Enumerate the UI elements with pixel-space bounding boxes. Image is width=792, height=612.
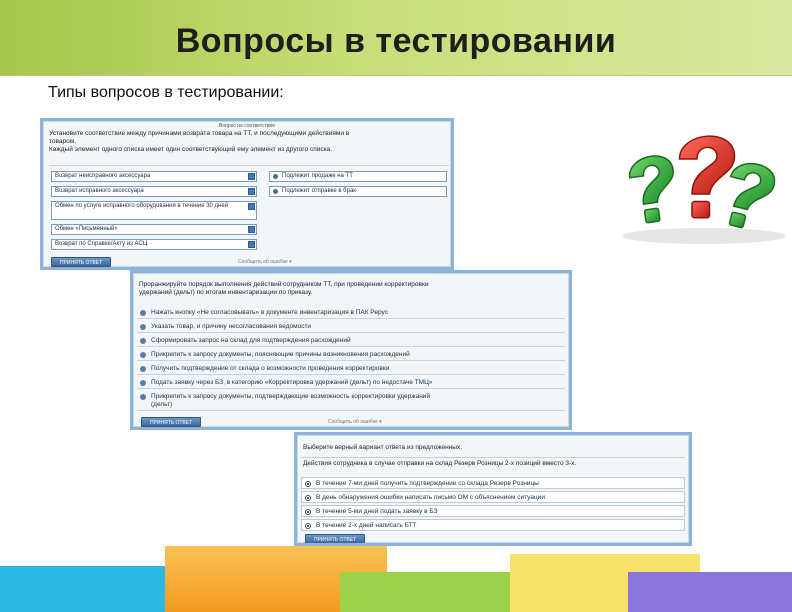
- item-label: Подлежит продаже на ТТ: [282, 173, 353, 179]
- instruction-line: товаром.: [49, 138, 77, 145]
- item-label: Получить подтверждение от склада о возможности проведения корректировки: [151, 365, 390, 372]
- item-label: Обмен по услуге исправного оборудования в течение 30 дней: [55, 203, 229, 209]
- drag-handle-icon[interactable]: [140, 366, 146, 372]
- item-label: Нажать кнопку «Не согласовывать» в документе инвентаризация в ПАК Рерус: [151, 309, 388, 316]
- question-instruction: Выберите верный вариант ответа из предложенных.: [303, 444, 463, 451]
- ordering-item[interactable]: [137, 321, 565, 333]
- divider: [301, 457, 685, 458]
- option-label: В день обнаружения ошибки написать письмо ОМ с объяснением ситуации: [316, 494, 545, 501]
- question-text: Действия сотрудника в случае отправки на склад Резерв Розницы 2-х позиций вместо 3-х.: [303, 460, 577, 467]
- ordering-item[interactable]: [137, 391, 565, 411]
- answer-option[interactable]: [301, 519, 685, 531]
- option-label: В течение 7-ми дней получить подтверждение со склада Резерв Розницы: [316, 480, 539, 487]
- instruction-line: Установите соответствие между причинами возврата товара на ТТ, и последующими действиями в: [49, 130, 350, 137]
- instruction-line: удержаний (дельт) по итогам инвентаризации по приказу.: [139, 289, 313, 296]
- item-label: Сформировать запрос на склад для подтверждения расхождений: [151, 337, 351, 344]
- drag-handle-icon[interactable]: [140, 338, 146, 344]
- question-instruction: [133, 273, 569, 297]
- dropdown-icon[interactable]: [248, 203, 255, 210]
- item-label: Прикрепить к запросу документы, подтверждающие возможность корректировки удержаний: [151, 393, 431, 400]
- option-label: В течение 2-х дней написать БТТ: [316, 522, 417, 529]
- match-left-item[interactable]: [51, 186, 257, 197]
- ordering-item[interactable]: [137, 307, 565, 319]
- decor-bar-purple: [628, 572, 792, 612]
- red-question-mark: [680, 136, 735, 218]
- dropdown-icon[interactable]: [248, 188, 255, 195]
- green-question-mark-left: [627, 154, 680, 225]
- answer-option[interactable]: [301, 477, 685, 489]
- submit-answer-button[interactable]: ПРИНЯТЬ ОТВЕТ: [51, 257, 111, 267]
- ordering-item[interactable]: [137, 363, 565, 375]
- bullet-icon: [273, 189, 278, 194]
- match-left-item[interactable]: [51, 201, 257, 220]
- divider: [49, 165, 449, 166]
- item-label: Возврат по Справке/Акту из АСЦ: [55, 241, 148, 247]
- drag-handle-icon[interactable]: [140, 380, 146, 386]
- item-label: Указать товар, и причину несогласования ведомости: [151, 323, 312, 330]
- match-left-item[interactable]: [51, 239, 257, 250]
- instruction-line: Каждый элемент одного списка имеет один соответствующий ему элемент из другого списка.: [49, 146, 333, 153]
- match-left-item[interactable]: [51, 171, 257, 182]
- item-label: Возврат неисправного аксессуара: [55, 173, 151, 179]
- ordering-question-panel: [130, 270, 572, 430]
- item-label: Обмен «Письменный»: [55, 226, 118, 232]
- match-right-item[interactable]: [269, 186, 447, 197]
- radio-button-icon[interactable]: [305, 509, 311, 515]
- drag-handle-icon[interactable]: [140, 394, 146, 400]
- slide-subtitle: Типы вопросов в тестировании:: [48, 84, 284, 101]
- slide-title: Вопросы в тестировании: [175, 22, 617, 60]
- matching-question-panel: [40, 118, 454, 270]
- match-right-item[interactable]: [269, 171, 447, 182]
- item-label: Подать заявку через БЗ, в категорию «Корректировка удержаний (дельт) по недостаче ТМЦ»: [151, 379, 433, 386]
- dropdown-icon[interactable]: [248, 241, 255, 248]
- report-error-link[interactable]: Сообщить об ошибке ▾: [238, 259, 292, 265]
- answer-option[interactable]: [301, 505, 685, 517]
- option-label: В течение 5-ми дней подать заявку в БЗ: [316, 508, 438, 515]
- item-label-continued: (дельт): [151, 401, 173, 408]
- question-instruction: [43, 130, 451, 154]
- drag-handle-icon[interactable]: [140, 352, 146, 358]
- bullet-icon: [273, 174, 278, 179]
- report-error-link[interactable]: Сообщить об ошибке ▾: [328, 419, 382, 425]
- dropdown-icon[interactable]: [248, 226, 255, 233]
- item-label: Прикрепить к запросу документы, поясняющие причины возникновения расхождений: [151, 351, 410, 358]
- radio-button-icon[interactable]: [305, 523, 311, 529]
- radio-button-icon[interactable]: [305, 481, 311, 487]
- item-label: Возврат исправного аксессуара: [55, 188, 144, 194]
- ordering-item[interactable]: [137, 377, 565, 389]
- submit-answer-button[interactable]: ПРИНЯТЬ ОТВЕТ: [305, 534, 365, 544]
- match-left-item[interactable]: [51, 224, 257, 235]
- instruction-line: Проранжируйте порядок выполнения действий сотрудником ТТ, при проведении корректировки: [139, 281, 429, 288]
- ordering-item[interactable]: [137, 335, 565, 347]
- panel-header: Вопрос на соответствие: [219, 123, 275, 129]
- dropdown-icon[interactable]: [248, 173, 255, 180]
- submit-answer-button[interactable]: ПРИНЯТЬ ОТВЕТ: [141, 417, 201, 427]
- drag-handle-icon[interactable]: [140, 324, 146, 330]
- single-choice-question-panel: [294, 432, 692, 546]
- radio-button-icon[interactable]: [305, 495, 311, 501]
- item-label: Подлежит отправке в брак: [282, 188, 356, 194]
- question-marks-icon: [604, 118, 792, 246]
- answer-option[interactable]: [301, 491, 685, 503]
- ordering-item[interactable]: [137, 349, 565, 361]
- drag-handle-icon[interactable]: [140, 310, 146, 316]
